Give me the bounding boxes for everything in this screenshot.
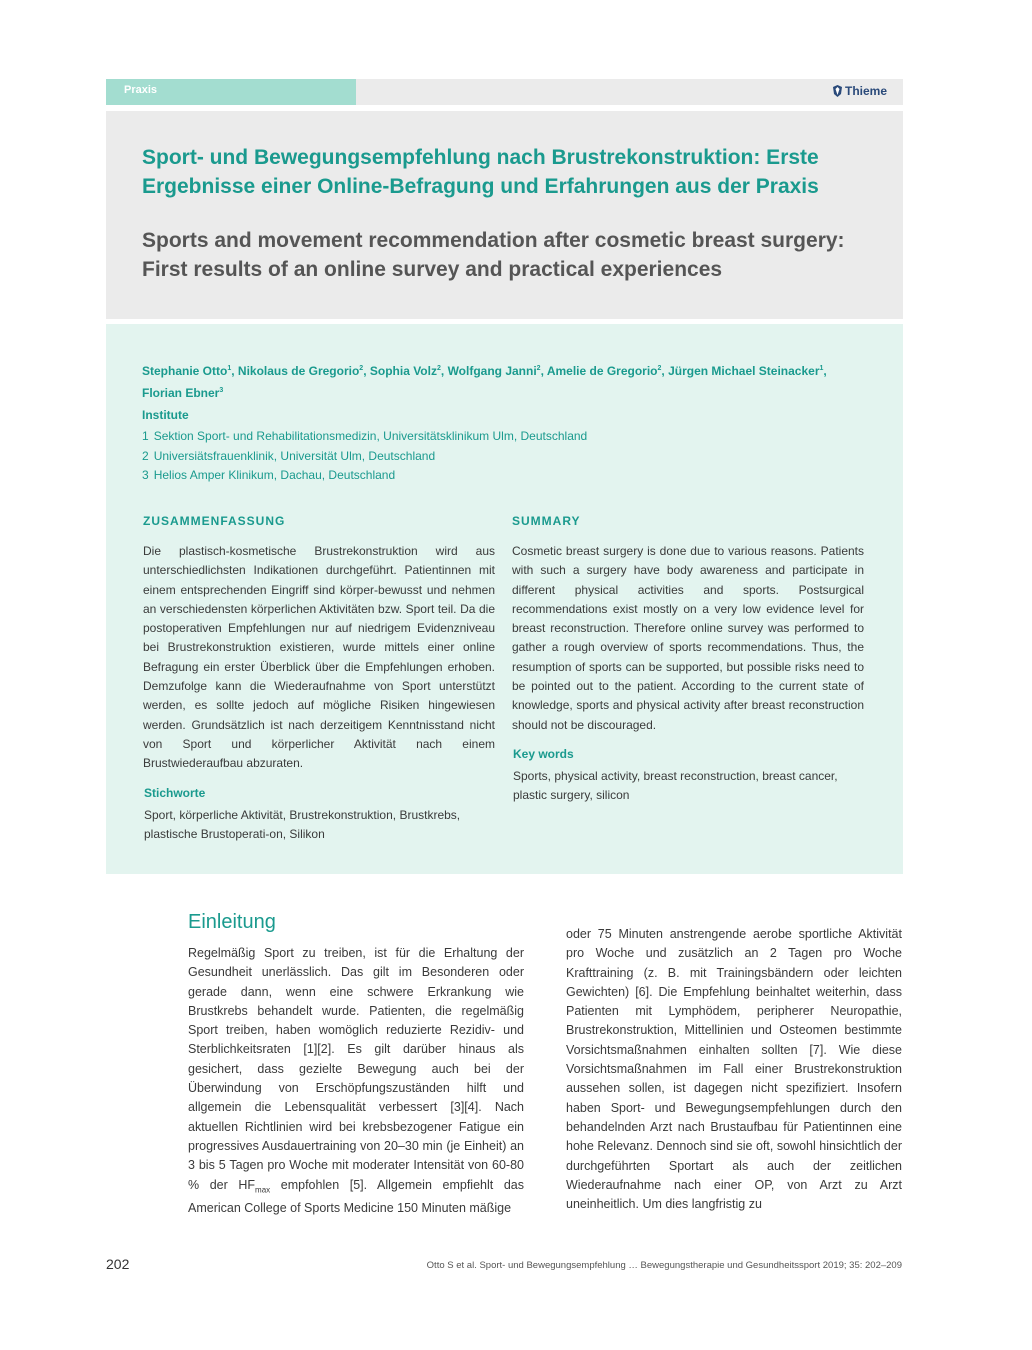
summary-text: Cosmetic breast surgery is done due to various reasons. Patients with such a surgery have body awareness and participate in different physical activities and sports. Postsurgical recommendations exist mostly on a very low evidence level for breast reconstruction. Therefore online survey was performed to gather a rough overview of sports recommendations. Thus, the resumption of sports can be supported, but possible risks need to be pointed out to the patient. According to the current state of knowledge, sports and physical activity after breast reconstruction should not be discouraged. (512, 544, 864, 732)
stichworte-text: Sport, körperliche Aktivität, Brustrekonstruktion, Brustkrebs, plastische Brustoperati-on, Silikon (144, 807, 461, 841)
header-bar (106, 79, 903, 105)
author: Jürgen Michael Steinacker$^1$ (668, 364, 824, 378)
citation-footer: Otto S et al. Sport- und Bewegungsempfehlung … Bewegungstherapie und Gesundheitssport 2019; 35: 202–209 (426, 1260, 902, 1271)
page-number: 202 (106, 1256, 130, 1272)
stichworte-heading: Stichworte (144, 785, 206, 800)
thieme-emblem-icon (833, 85, 842, 97)
summary-column (512, 514, 864, 806)
title-english: Sports and movement recommendation after cosmetic breast surgery: First results of an online survey and practical experiences (142, 229, 845, 281)
institute-list (142, 427, 587, 486)
institute-item: 3 Helios Amper Klinikum, Dachau, Deutschland (142, 468, 396, 482)
author: Wolfgang Janni$^2$ (447, 364, 541, 378)
author-list: Stephanie Otto$^1$, Nikolaus de Gregorio$^2$, Sophia Volz$^2$, Wolfgang Janni$^2$, Amelie de Gregorio$^2$, Jürgen Michael Steinacker$^1$, Florian Ebner$^3$ (142, 364, 827, 400)
intro-column-left: Regelmäßig Sport zu treiben, ist für die Erhaltung der Gesundheit unerlässlich. Das gilt im Besonderen oder gerade dann, wenn eine schwere Erkrankung wie Brustkrebs behandelt wurde. Patienten, die regelmäßig Sport treiben, haben womöglich reduzierte Rezidiv- und Sterblichkeitsraten [1][2]. Es gilt darüber hinaus als gesichert, dass gezielte Bewegung auch bei der Überwindung von Erschöpfungszuständen hilft und allgemein die Lebensqualität verbessert [3][4]. Nach aktuellen Richtlinien wird bei krebsbezogener Fatigue ein progressives Ausdauertraining von 20–30 min (je Einheit) an 3 bis 5 Tagen pro Woche mit moderater Intensität von 60-80 % der $HF_{max}$ empfohlen [5]. Allgemein empfiehlt das American College of Sports Medicine 150 Minuten mäßige (188, 946, 524, 1216)
institute-heading: Institute (142, 408, 189, 422)
intro-heading: Einleitung (188, 911, 276, 933)
summary-heading: SUMMARY (512, 514, 581, 528)
zusammenfassung-heading: ZUSAMMENFASSUNG (143, 514, 286, 528)
keywords-heading: Key words (513, 746, 574, 761)
abstract-box (106, 324, 903, 874)
author: Stephanie Otto$^1$ (142, 364, 232, 378)
author: Amelie de Gregorio$^2$ (546, 364, 662, 378)
author: Sophia Volz$^2$ (369, 364, 441, 378)
institute-item: 1 Sektion Sport- und Rehabilitationsmedizin, Universitätsklinikum Ulm, Deutschland (142, 429, 588, 443)
intro-column-right: oder 75 Minuten anstrengende aerobe sportliche Aktivität pro Woche und zusätzlich an 2 Tagen pro Woche Krafttraining (z. B. mit Trainingsbändern oder leichten Gewichten) [6]. Die Empfehlung beinhaltet weiterhin, dass Patienten mit Lymphödem, peripherer Neuropathie, Brustrekonstruktion, Mittellinien und Osteomen bestimmte Vorsichtsmaßnahmen einhalten sollten [7]. Wie diese Vorsichtsmaßnahmen im Fall einer Brustrekonstruktion aussehen sollen, ist dagegen nicht spezifiziert. Insofern haben Sport- und Bewegungsempfehlungen durch den behandelnden Arzt nach Brustaufbau für Patientinnen eine hohe Relevanz. Dennoch sind sie oft, sowohl hinsichtlich der durchgeführten Sportart als auch der zeitlichen Wiederaufnahme nach einer OP, von Arzt zu Arzt uneinheitlich. Um dies langfristig zu (566, 927, 902, 1212)
section-label: Praxis (124, 84, 158, 96)
zusammenfassung-text: Die plastisch-kosmetische Brustrekonstruktion wird aus unterschiedlichsten Indikationen durchgeführt. Patientinnen mit einem entsprechenden Eingriff sind körper-bewusst und nehmen an verschiedensten körperlichen Aktivitäten bzw. Sport teil. Da die postoperativen Empfehlungen nur auf niedrigem Evidenzniveau bei Brustrekonstruktion existieren, wurde mittels einer online Befragung ein erster Überblick über die Empfehlungen erhoben. Demzufolge kann die Wiederaufnahme von Sport unterstützt werden, es sollte jedoch auf mögliche Risiken hingewiesen werden. Grundsätzlich ist nach derzeitigem Kenntnisstand nicht von Sport und körperlicher Aktivität nach einem Brustwiederaufbau abzuraten. (143, 544, 495, 771)
author: Florian Ebner$^3$ (142, 386, 224, 400)
publisher-name: Thieme (844, 84, 887, 98)
author: Nikolaus de Gregorio$^2$ (237, 364, 364, 378)
section-tag (106, 79, 356, 105)
institute-item: 2 Universiätsfrauenklinik, Universität Ulm, Deutschland (142, 448, 436, 463)
zusammenfassung-column (143, 514, 495, 844)
title-german: Sport- und Bewegungsempfehlung nach Brustrekonstruktion: Erste Ergebnisse einer Online-Befragung und Erfahrungen aus der Praxis (142, 146, 819, 198)
publisher-logo (833, 84, 887, 98)
title-box (106, 111, 903, 319)
keywords-text: Sports, physical activity, breast reconstruction, breast cancer, plastic surgery, silicon (513, 768, 838, 803)
